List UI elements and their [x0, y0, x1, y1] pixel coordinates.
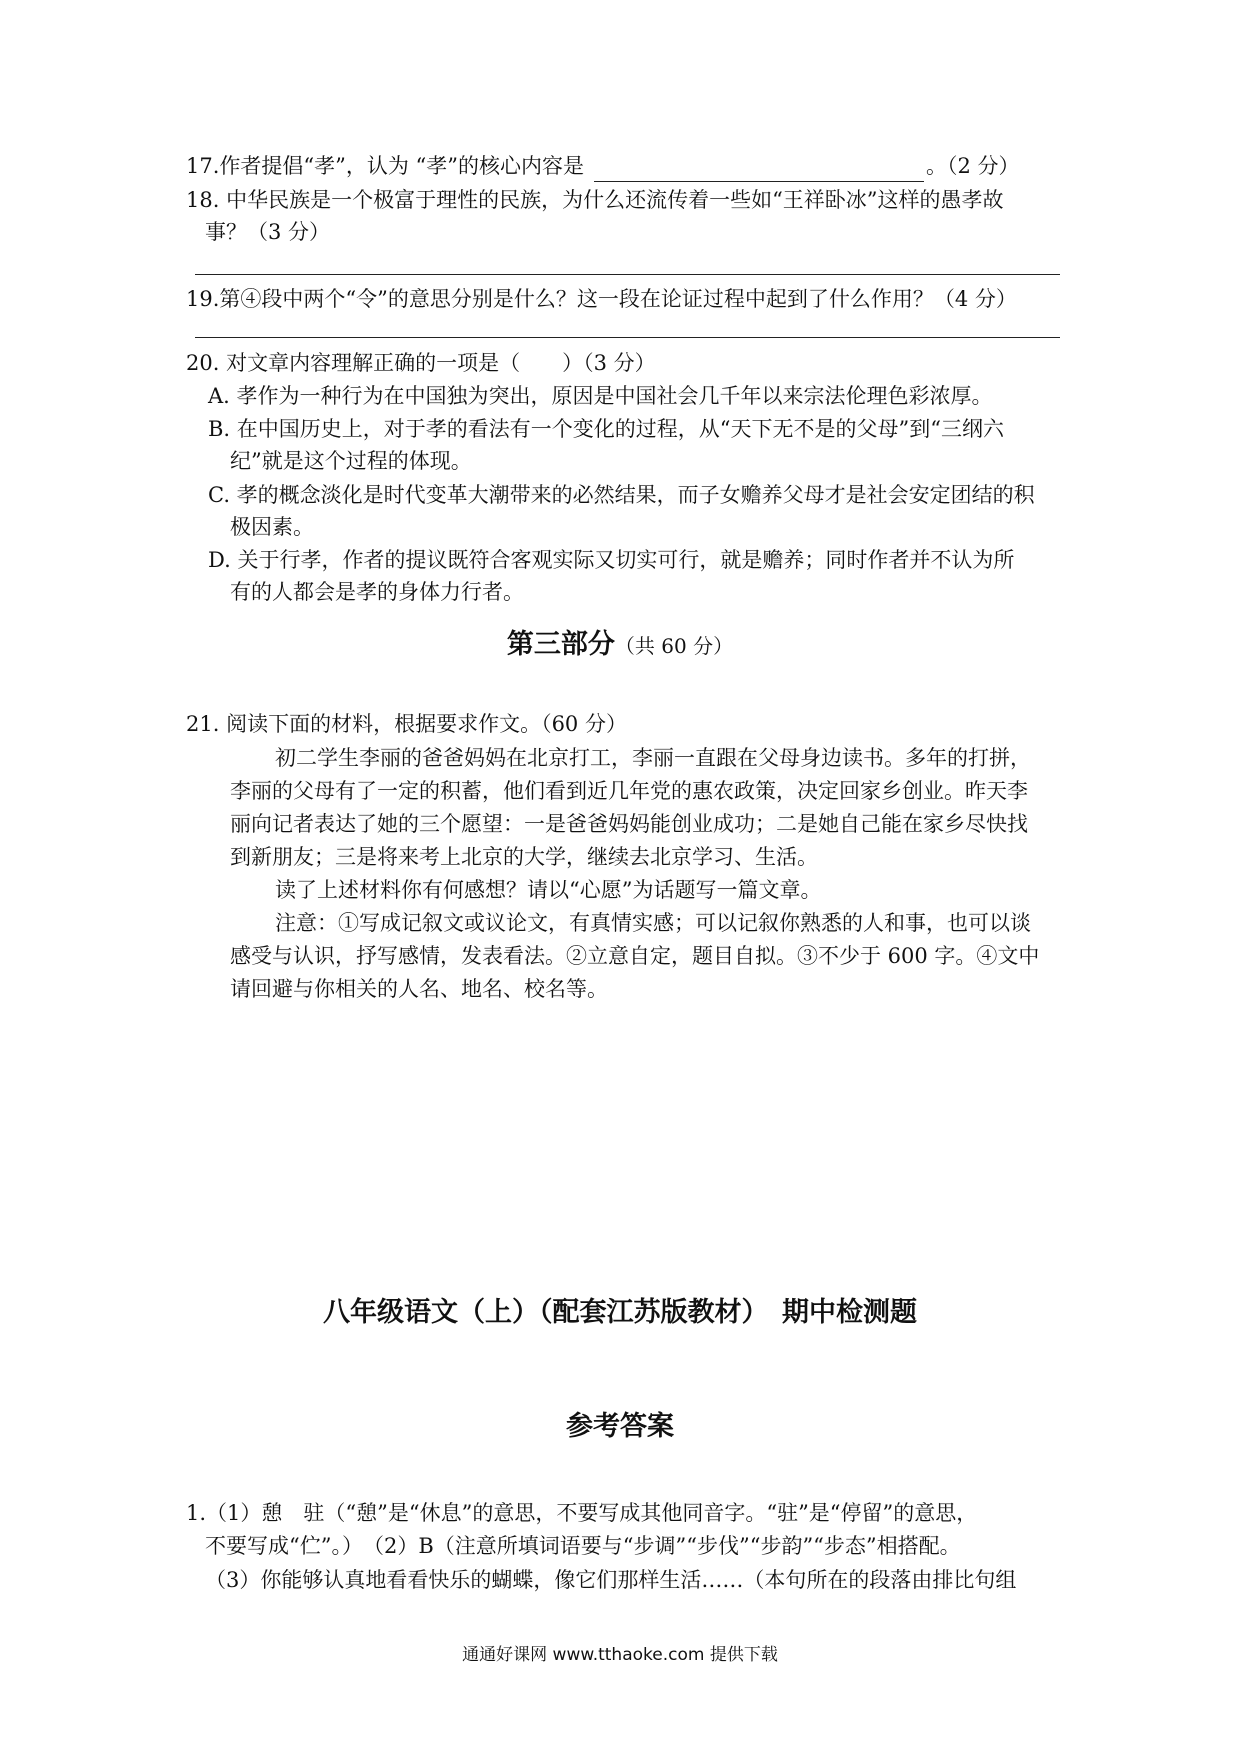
- exam-title: 八年级语文（上）（配套江苏版教材） 期中检测题: [323, 1297, 917, 1328]
- material-line-2: 李丽的父母有了一定的积蓄，他们看到近几年党的惠农政策，决定回家乡创业。昨天李: [230, 779, 1028, 803]
- material-line-1: 初二学生李丽的爸爸妈妈在北京打工，李丽一直跟在父母身边读书。多年的打拼，: [275, 746, 1031, 770]
- option-d-line-1: D. 关于行孝，作者的提议既符合客观实际又切实可行，就是赡养；同时作者并不认为所: [208, 548, 1015, 572]
- answer-line: [195, 337, 1060, 338]
- option-c-line-1: C. 孝的概念淡化是时代变革大潮带来的必然结果，而子女赡养父母才是社会安定团结的积: [208, 483, 1035, 507]
- question-20-stem: 20. 对文章内容理解正确的一项是（ ）（3 分）: [186, 351, 656, 375]
- answer-1-line-3: （3）你能够认真地看看快乐的蝴蝶，像它们那样生活……（本句所在的段落由排比句组: [205, 1568, 1017, 1592]
- part-three-score: （共 60 分）: [614, 634, 734, 658]
- option-d-line-2: 有的人都会是孝的身体力行者。: [230, 580, 524, 604]
- answer-1-line-1: 1.（1）憩 驻（“憩”是“休息”的意思，不要写成其他同音字。“驻”是“停留”的意思，: [186, 1501, 978, 1525]
- part-three-heading: [0, 622, 1240, 661]
- part-three-title: 第三部分: [506, 629, 615, 660]
- answer-blank: [594, 159, 924, 182]
- option-a: A. 孝作为一种行为在中国独为突出，原因是中国社会几千年以来宗法伦理色彩浓厚。: [208, 384, 993, 408]
- question-19: 19.第④段中两个“令”的意思分别是什么？这一段在论证过程中起到了什么作用？（4 分）: [186, 287, 1017, 311]
- option-b-line-2: 纪”就是这个过程的体现。: [230, 449, 472, 473]
- question-17: [186, 150, 1020, 182]
- q17-text: 17.作者提倡“孝”，认为 “孝”的核心内容是: [186, 154, 585, 178]
- material-line-4: 到新朋友；三是将来考上北京的大学，继续去北京学习、生活。: [230, 845, 818, 869]
- answer-line: [195, 274, 1060, 275]
- question-18-line-2: 事？（3 分）: [205, 220, 331, 244]
- q17-score: 。（2 分）: [926, 154, 1020, 178]
- answer-1-line-2: 不要写成“伫”。） （2）B（注意所填词语要与“步调”“步伐”“步韵”“步态”相搭配。: [205, 1534, 961, 1558]
- option-b-line-1: B. 在中国历史上，对于孝的看法有一个变化的过程，从“天下无不是的父母”到“三纲六: [208, 417, 1004, 441]
- prompt-line: 读了上述材料你有何感想？请以“心愿”为话题写一篇文章。: [275, 878, 822, 902]
- notes-line-2: 感受与认识，抒写感情，发表看法。②立意自定，题目自拟。③不少于 600 字。④文中: [230, 944, 1040, 968]
- material-line-3: 丽向记者表达了她的三个愿望：一是爸爸妈妈能创业成功；二是她自己能在家乡尽快找: [230, 812, 1028, 836]
- question-21-stem: 21. 阅读下面的材料，根据要求作文。（60 分）: [186, 712, 627, 736]
- notes-line-3: 请回避与你相关的人名、地名、校名等。: [230, 977, 608, 1001]
- option-c-line-2: 极因素。: [230, 515, 314, 539]
- answers-title: 参考答案: [566, 1411, 674, 1442]
- question-18-line-1: 18. 中华民族是一个极富于理性的民族，为什么还流传着一些如“王祥卧冰”这样的愚孝故: [186, 188, 1004, 212]
- footer-source: 通通好课网 www.tthaoke.com 提供下载: [462, 1645, 778, 1665]
- notes-line-1: 注意：①写成记叙文或议论文，有真情实感；可以记叙你熟悉的人和事，也可以谈: [275, 911, 1031, 935]
